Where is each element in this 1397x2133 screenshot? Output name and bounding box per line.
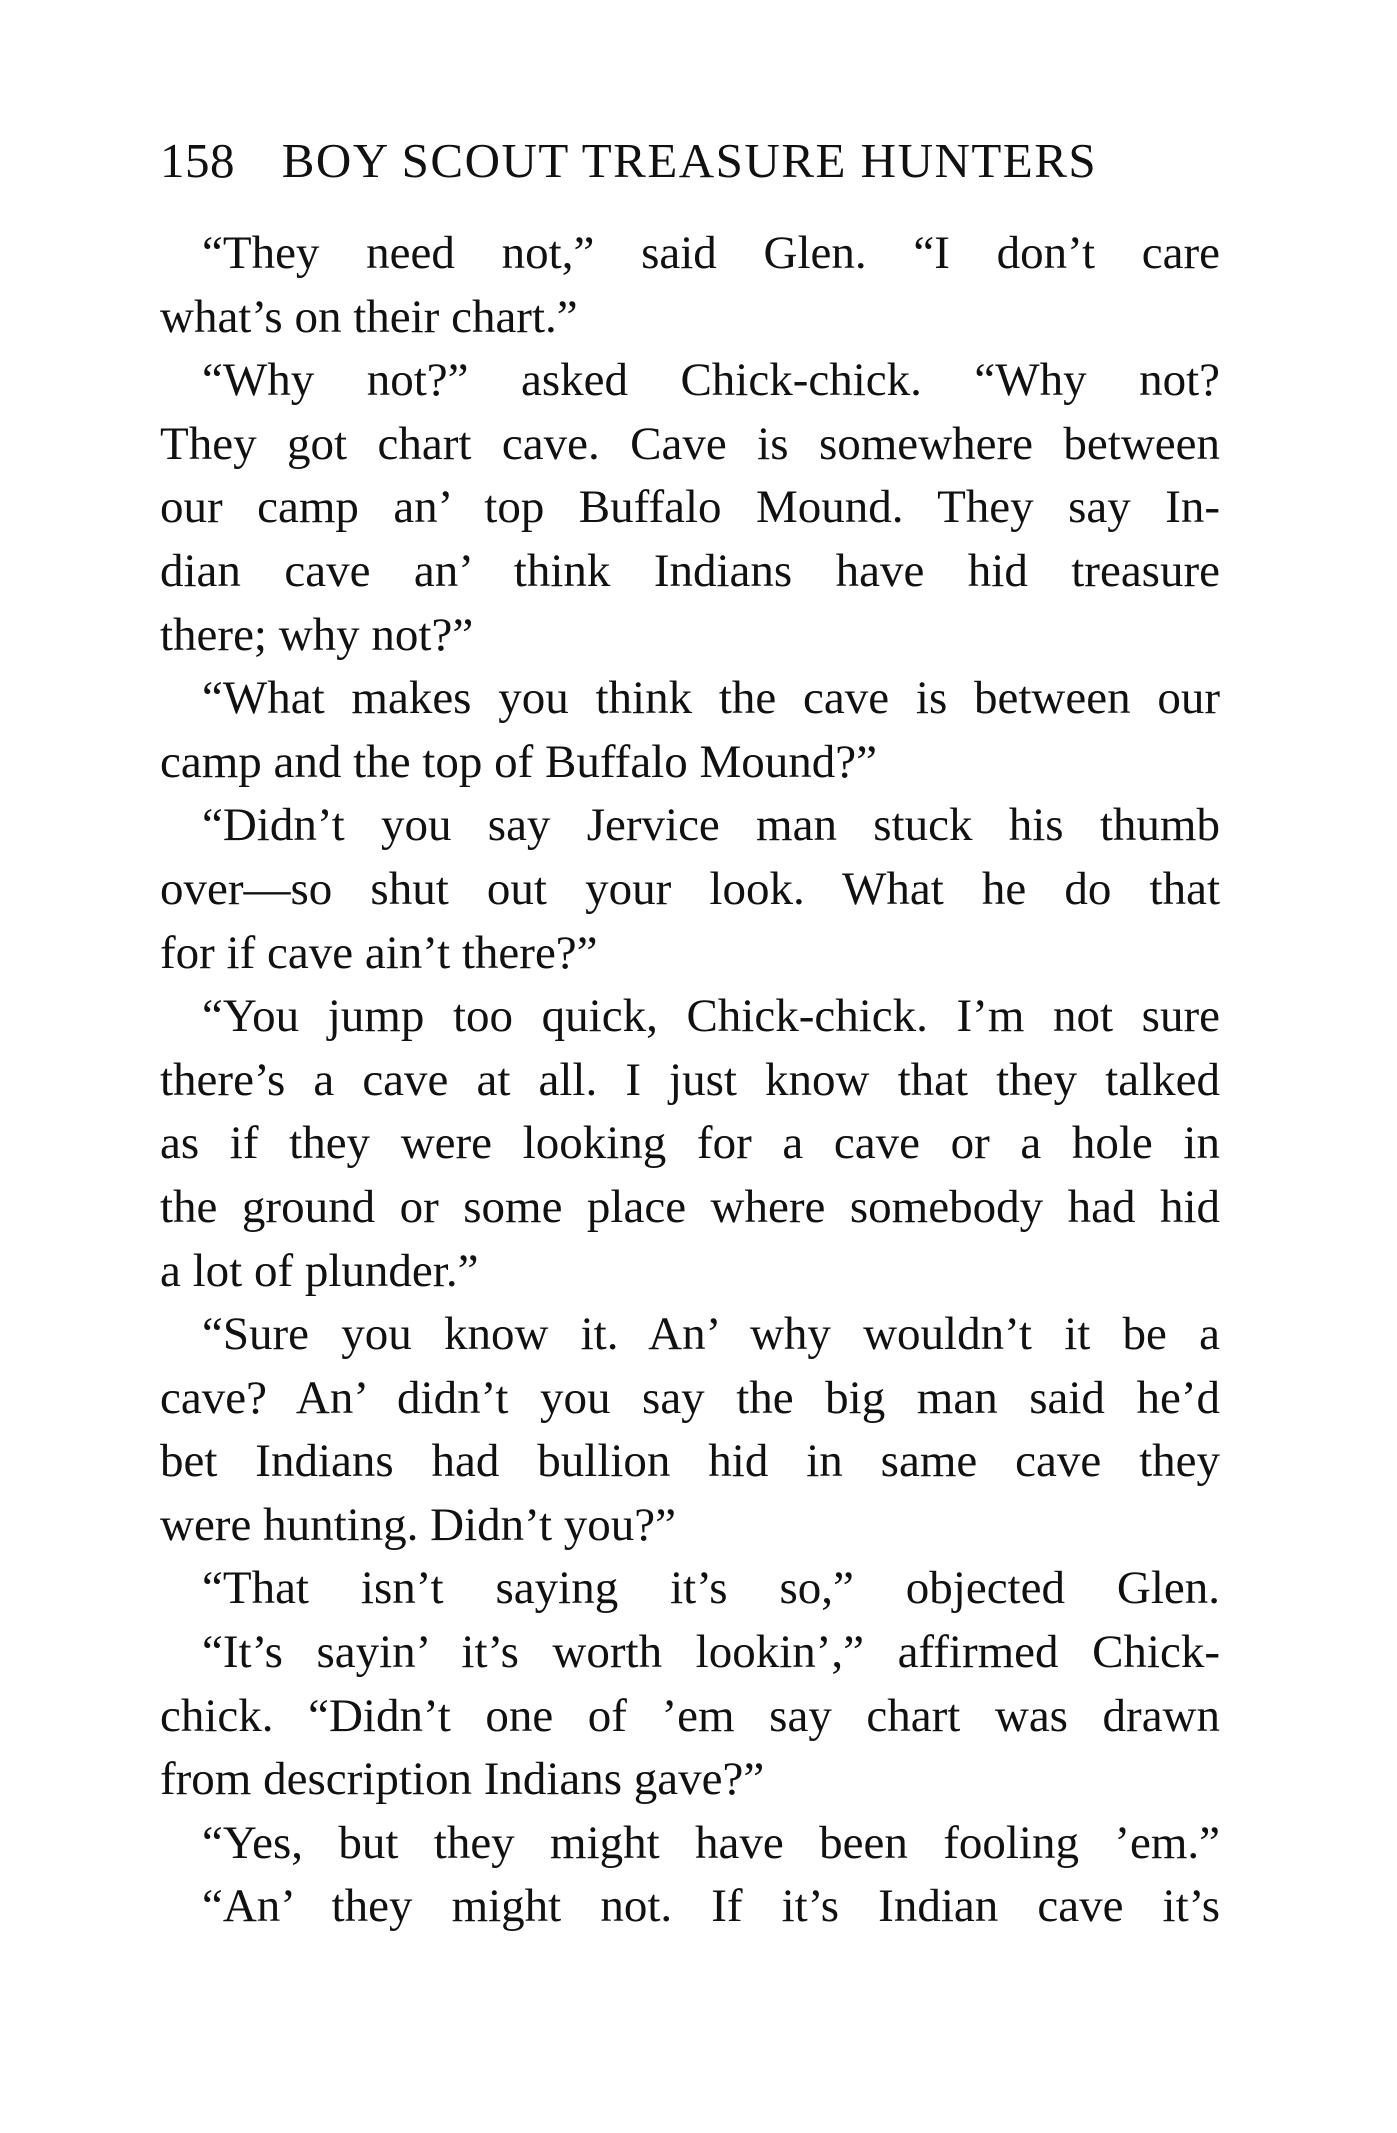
text-line: camp and the top of Buffalo Mound?” <box>160 735 878 788</box>
text-line: “Didn’t you say Jervice man stuck his thumb <box>202 799 1220 852</box>
text-line: They got chart cave. Cave is somewhere between <box>160 417 1220 470</box>
text-line: as if they were looking for a cave or a hole in <box>160 1117 1220 1170</box>
text-line: “It’s sayin’ it’s worth lookin’,” affirmed Chick- <box>202 1626 1220 1679</box>
text-line: “Sure you know it. An’ why wouldn’t it be a <box>202 1308 1220 1361</box>
text-line: “Yes, but they might have been fooling ’em.” <box>202 1816 1220 1869</box>
text-line: “What makes you think the cave is between our <box>202 672 1220 725</box>
text-line: cave? An’ didn’t you say the big man said he’d <box>160 1371 1220 1424</box>
text-line: “Why not?” asked Chick-chick. “Why not? <box>202 354 1220 407</box>
text-line: were hunting. Didn’t you?” <box>160 1498 677 1551</box>
text-line: bet Indians had bullion hid in same cave they <box>160 1435 1220 1488</box>
text-line: our camp an’ top Buffalo Mound. They say In- <box>160 481 1220 534</box>
text-line: for if cave ain’t there?” <box>160 926 598 979</box>
text-line: there; why not?” <box>160 608 474 661</box>
text-line: over—so shut out your look. What he do that <box>160 862 1220 915</box>
text-line: “They need not,” said Glen. “I don’t care <box>202 227 1220 279</box>
book-title: BOY SCOUT TREASURE HUNTERS <box>281 133 1098 188</box>
text-line: “An’ they might not. If it’s Indian cave it’s <box>202 1880 1220 1933</box>
text-line: “You jump too quick, Chick-chick. I’m not sure <box>202 990 1220 1043</box>
text-line: a lot of plunder.” <box>160 1244 479 1297</box>
text-line: from description Indians gave?” <box>160 1753 765 1806</box>
text-line: dian cave an’ think Indians have hid treasure <box>160 544 1220 597</box>
text-line: chick. “Didn’t one of ’em say chart was drawn <box>160 1689 1220 1742</box>
text-line: the ground or some place where somebody had hid <box>160 1180 1220 1233</box>
text-line: what’s on their chart.” <box>160 290 578 343</box>
text-line: “That isn’t saying it’s so,” objected Glen. <box>202 1562 1220 1615</box>
page-number: 158 <box>160 133 235 188</box>
text-line: there’s a cave at all. I just know that they talked <box>160 1053 1220 1106</box>
body-text <box>160 222 1220 1939</box>
running-head <box>160 126 1220 196</box>
